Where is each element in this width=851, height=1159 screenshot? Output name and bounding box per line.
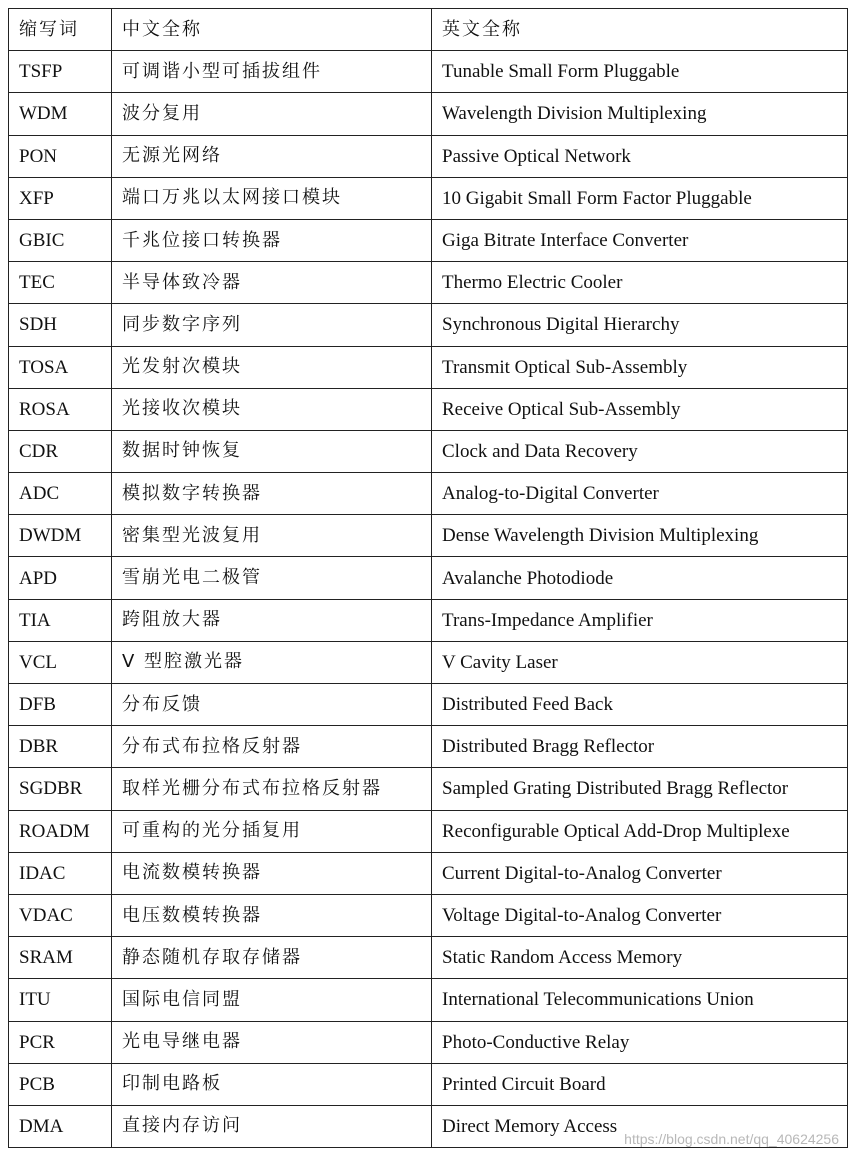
chinese-name-cell: 端口万兆以太网接口模块 [112,177,432,219]
english-name-cell: Passive Optical Network [432,135,848,177]
table-row [9,852,848,894]
table-row [9,599,848,641]
chinese-name-cell: 光发射次模块 [112,346,432,388]
chinese-name-cell: 半导体致冷器 [112,262,432,304]
chinese-name-cell: 千兆位接口转换器 [112,219,432,261]
chinese-name-cell: 密集型光波复用 [112,515,432,557]
english-name-cell: Receive Optical Sub-Assembly [432,388,848,430]
english-name-cell: Distributed Feed Back [432,684,848,726]
english-name-cell: Avalanche Photodiode [432,557,848,599]
chinese-name-cell: 直接内存访问 [112,1105,432,1147]
table-row [9,979,848,1021]
chinese-name-cell: 电压数模转换器 [112,894,432,936]
abbreviation-cell: PON [9,135,112,177]
table-row [9,93,848,135]
table-row [9,1063,848,1105]
abbreviation-cell: DFB [9,684,112,726]
table-header-row [9,9,848,51]
english-name-cell: Tunable Small Form Pluggable [432,51,848,93]
chinese-name-cell: 分布反馈 [112,684,432,726]
abbreviation-cell: SDH [9,304,112,346]
chinese-name-cell: 数据时钟恢复 [112,430,432,472]
abbreviation-cell: APD [9,557,112,599]
table-row [9,473,848,515]
header-chinese-name: 中文全称 [112,9,432,51]
abbreviation-cell: TSFP [9,51,112,93]
table-row [9,388,848,430]
abbreviation-cell: PCB [9,1063,112,1105]
chinese-name-cell: 印制电路板 [112,1063,432,1105]
header-english-name: 英文全称 [432,9,848,51]
abbreviation-cell: TIA [9,599,112,641]
abbreviation-cell: SGDBR [9,768,112,810]
chinese-name-cell: 静态随机存取存储器 [112,937,432,979]
header-abbreviation: 缩写词 [9,9,112,51]
table-row [9,219,848,261]
english-name-cell: International Telecommunications Union [432,979,848,1021]
english-name-cell: Distributed Bragg Reflector [432,726,848,768]
table-row [9,304,848,346]
abbreviation-cell: DMA [9,1105,112,1147]
chinese-name-cell: 光电导继电器 [112,1021,432,1063]
table-row [9,430,848,472]
table-row [9,557,848,599]
chinese-name-cell: 同步数字序列 [112,304,432,346]
chinese-name-cell: 取样光栅分布式布拉格反射器 [112,768,432,810]
abbreviation-table [8,8,848,1148]
english-name-cell: Sampled Grating Distributed Bragg Reflector [432,768,848,810]
chinese-name-cell: 光接收次模块 [112,388,432,430]
english-name-cell: Transmit Optical Sub-Assembly [432,346,848,388]
abbreviation-cell: ADC [9,473,112,515]
chinese-name-cell: 跨阻放大器 [112,599,432,641]
chinese-name-cell: 无源光网络 [112,135,432,177]
abbreviation-cell: DWDM [9,515,112,557]
abbreviation-cell: IDAC [9,852,112,894]
chinese-name-cell: 波分复用 [112,93,432,135]
english-name-cell: Printed Circuit Board [432,1063,848,1105]
english-name-cell: Photo-Conductive Relay [432,1021,848,1063]
english-name-cell: Direct Memory Access [432,1105,848,1147]
watermark-text: https://blog.csdn.net/qq_40624256 [624,1131,839,1147]
abbreviation-cell: VDAC [9,894,112,936]
table-row [9,346,848,388]
abbreviation-cell: GBIC [9,219,112,261]
chinese-name-cell: 分布式布拉格反射器 [112,726,432,768]
table-body [9,51,848,1148]
table-row [9,641,848,683]
abbreviation-cell: VCL [9,641,112,683]
english-name-cell: V Cavity Laser [432,641,848,683]
abbreviation-cell: ROSA [9,388,112,430]
abbreviation-cell: TOSA [9,346,112,388]
abbreviation-cell: CDR [9,430,112,472]
chinese-name-cell: 国际电信同盟 [112,979,432,1021]
chinese-name-cell: V 型腔激光器 [112,641,432,683]
chinese-name-cell: 电流数模转换器 [112,852,432,894]
table-row [9,937,848,979]
chinese-name-cell: 雪崩光电二极管 [112,557,432,599]
chinese-name-cell: 可重构的光分插复用 [112,810,432,852]
abbreviation-cell: TEC [9,262,112,304]
table-row [9,135,848,177]
english-name-cell: Clock and Data Recovery [432,430,848,472]
english-name-cell: Current Digital-to-Analog Converter [432,852,848,894]
table-row [9,768,848,810]
table-row [9,894,848,936]
table-row [9,515,848,557]
table-row [9,177,848,219]
table-row [9,684,848,726]
abbreviation-cell: PCR [9,1021,112,1063]
english-name-cell: Static Random Access Memory [432,937,848,979]
abbreviation-cell: XFP [9,177,112,219]
chinese-name-cell: 模拟数字转换器 [112,473,432,515]
english-name-cell: Reconfigurable Optical Add-Drop Multiplexe [432,810,848,852]
abbreviation-cell: DBR [9,726,112,768]
english-name-cell: Giga Bitrate Interface Converter [432,219,848,261]
english-name-cell: Wavelength Division Multiplexing [432,93,848,135]
abbreviation-cell: ROADM [9,810,112,852]
table-row [9,262,848,304]
english-name-cell: Dense Wavelength Division Multiplexing [432,515,848,557]
abbreviation-cell: WDM [9,93,112,135]
table-row [9,51,848,93]
english-name-cell: Synchronous Digital Hierarchy [432,304,848,346]
english-name-cell: Analog-to-Digital Converter [432,473,848,515]
table-row [9,726,848,768]
english-name-cell: Trans-Impedance Amplifier [432,599,848,641]
english-name-cell: 10 Gigabit Small Form Factor Pluggable [432,177,848,219]
table-row [9,810,848,852]
english-name-cell: Voltage Digital-to-Analog Converter [432,894,848,936]
chinese-name-cell: 可调谐小型可插拔组件 [112,51,432,93]
table-row [9,1021,848,1063]
english-name-cell: Thermo Electric Cooler [432,262,848,304]
abbreviation-cell: SRAM [9,937,112,979]
abbreviation-cell: ITU [9,979,112,1021]
